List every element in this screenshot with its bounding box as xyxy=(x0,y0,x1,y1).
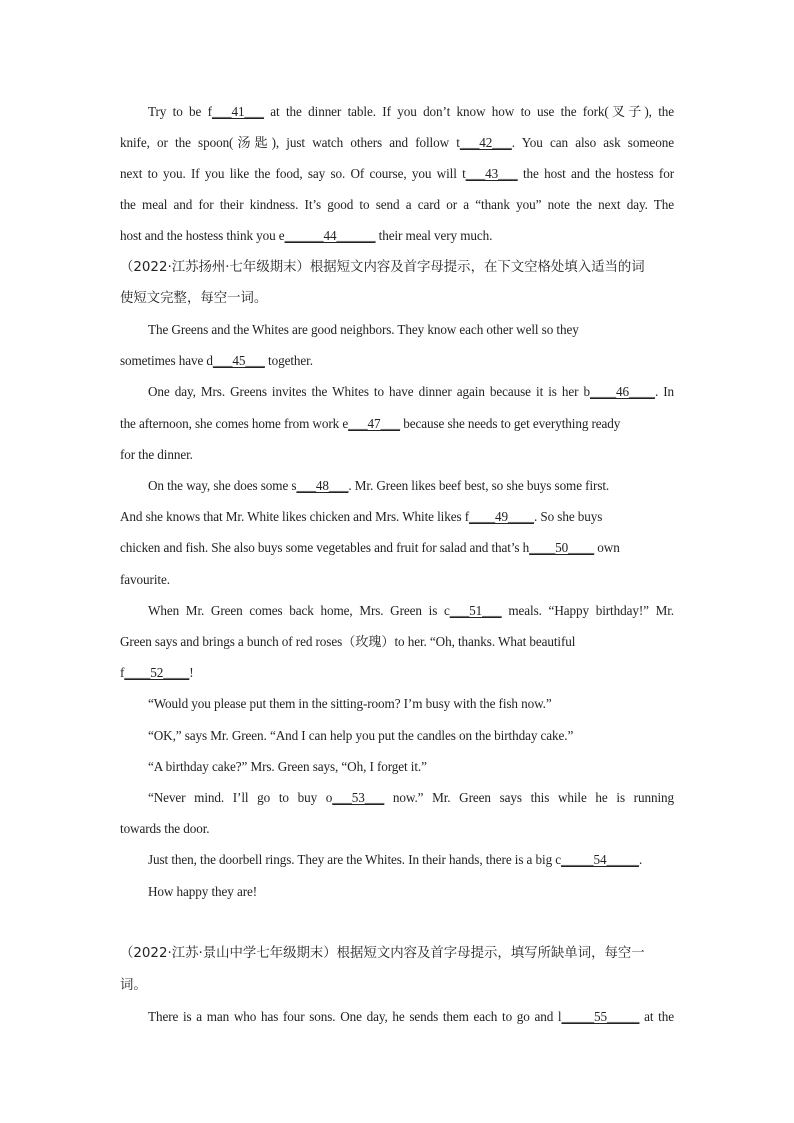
s2-quote4-line1 xyxy=(148,789,674,807)
text: host and the hostess think you e xyxy=(120,228,285,243)
text: knife, or the spoon(汤匙), just watch others and follow t xyxy=(120,135,460,150)
s2-para2-line1 xyxy=(148,383,674,401)
section3-header: （2022·江苏·景山中学七年级期末）根据短文内容及首字母提示，填写所缺单词，每空一 xyxy=(120,946,645,961)
text: the meal and for their kindness. It’s good to send a card or a “thank you” note the next day. The xyxy=(120,197,674,212)
section2-header: （2022·江苏扬州·七年级期末）根据短文内容及首字母提示，在下文空格处填入适当的词 xyxy=(120,260,645,275)
s2-para2-line2 xyxy=(120,415,680,433)
s2-para4-line2: Green says and brings a bunch of red roses（玫瑰）to her. “Oh, thanks. What beautiful xyxy=(120,634,576,649)
section2-header-cont: 使短文完整，每空一词。 xyxy=(120,291,268,306)
blank-46[interactable]: ____46____ xyxy=(589,384,655,399)
s2-para5-line2: How happy they are! xyxy=(148,884,258,899)
blank-49[interactable]: ____49____ xyxy=(469,509,534,524)
s2-para4-line1 xyxy=(148,602,674,620)
s3-line1 xyxy=(148,1008,674,1026)
s2-quote1: “Would you please put them in the sitting-room? I’m busy with the fish now.” xyxy=(148,696,552,711)
text: next to you. If you like the food, say so. Of course, you will t xyxy=(120,166,466,181)
text: at the dinner table. If you don’t know how to use the fork(叉子), the xyxy=(263,104,674,119)
text: their meal very much. xyxy=(375,228,493,243)
s2-para3-line3 xyxy=(120,539,680,557)
passage1-line-4 xyxy=(120,196,674,214)
text: sometimes have d xyxy=(120,353,213,368)
blank-51[interactable]: ___51___ xyxy=(449,603,502,618)
blank-48[interactable]: ___48___ xyxy=(296,478,349,493)
text: chicken and fish. She also buys some vegetables and fruit for salad and that’s h xyxy=(120,540,530,555)
passage1-line-3 xyxy=(120,165,674,183)
text: . You can also ask someone xyxy=(511,135,674,150)
blank-41[interactable]: ___41___ xyxy=(211,104,264,119)
s2-para3-line4: favourite. xyxy=(120,572,170,587)
blank-54[interactable]: _____54_____ xyxy=(561,852,639,867)
s2-para1-line1: The Greens and the Whites are good neighbors. They know each other well so they xyxy=(148,322,579,337)
text: When Mr. Green comes back home, Mrs. Green is c xyxy=(148,603,450,618)
text: One day, Mrs. Greens invites the Whites to have dinner again because it is her b xyxy=(148,384,590,399)
s2-quote3: “A birthday cake?” Mrs. Green says, “Oh, I forget it.” xyxy=(148,759,427,774)
passage1-line-2 xyxy=(120,134,674,152)
text: “Never mind. I’ll go to buy o xyxy=(148,790,333,805)
text: ! xyxy=(189,665,194,680)
text: . In xyxy=(654,384,674,399)
s2-quote2: “OK,” says Mr. Green. “And I can help you put the candles on the birthday cake.” xyxy=(148,728,574,743)
s2-para2-line3: for the dinner. xyxy=(120,447,193,462)
s2-para1-line2 xyxy=(120,352,680,370)
blank-55[interactable]: _____55_____ xyxy=(561,1009,640,1024)
blank-50[interactable]: ____50____ xyxy=(529,540,595,555)
s2-para3-line1 xyxy=(148,477,708,495)
blank-52[interactable]: ____52____ xyxy=(124,665,190,680)
text: . Mr. Green likes beef best, so she buys some first. xyxy=(348,478,610,493)
blank-42[interactable]: ___42___ xyxy=(459,135,512,150)
text: On the way, she does some s xyxy=(148,478,297,493)
text: now.” Mr. Green says this while he is running xyxy=(384,790,674,805)
blank-43[interactable]: ___43___ xyxy=(465,166,518,181)
passage1-line-1 xyxy=(148,103,674,121)
s2-para4-line3 xyxy=(120,664,680,682)
text: . So she buys xyxy=(533,509,603,524)
text: There is a man who has four sons. One day, he sends them each to go and l xyxy=(148,1009,562,1024)
s2-quote4-line2: towards the door. xyxy=(120,821,210,836)
text: the host and the hostess for xyxy=(517,166,674,181)
text: Just then, the doorbell rings. They are the Whites. In their hands, there is a big c xyxy=(148,852,562,867)
blank-45[interactable]: ___45___ xyxy=(212,353,265,368)
text: at the xyxy=(639,1009,674,1024)
section3-header-cont: 词。 xyxy=(120,978,147,993)
text: And she knows that Mr. White likes chicken and Mrs. White likes f xyxy=(120,509,470,524)
blank-44[interactable]: ______44______ xyxy=(284,228,376,243)
text: meals. “Happy birthday!” Mr. xyxy=(501,603,675,618)
blank-47[interactable]: ___47___ xyxy=(348,416,401,431)
text: f xyxy=(120,665,125,680)
s2-para3-line2 xyxy=(120,508,680,526)
text: Try to be f xyxy=(148,104,212,119)
s2-para5-line1 xyxy=(148,851,708,869)
text: own xyxy=(594,540,620,555)
blank-53[interactable]: ___53___ xyxy=(332,790,385,805)
text: . xyxy=(638,852,643,867)
passage1-line-5 xyxy=(120,227,680,245)
text: because she needs to get everything ready xyxy=(400,416,621,431)
text: the afternoon, she comes home from work e xyxy=(120,416,349,431)
text: together. xyxy=(264,353,313,368)
